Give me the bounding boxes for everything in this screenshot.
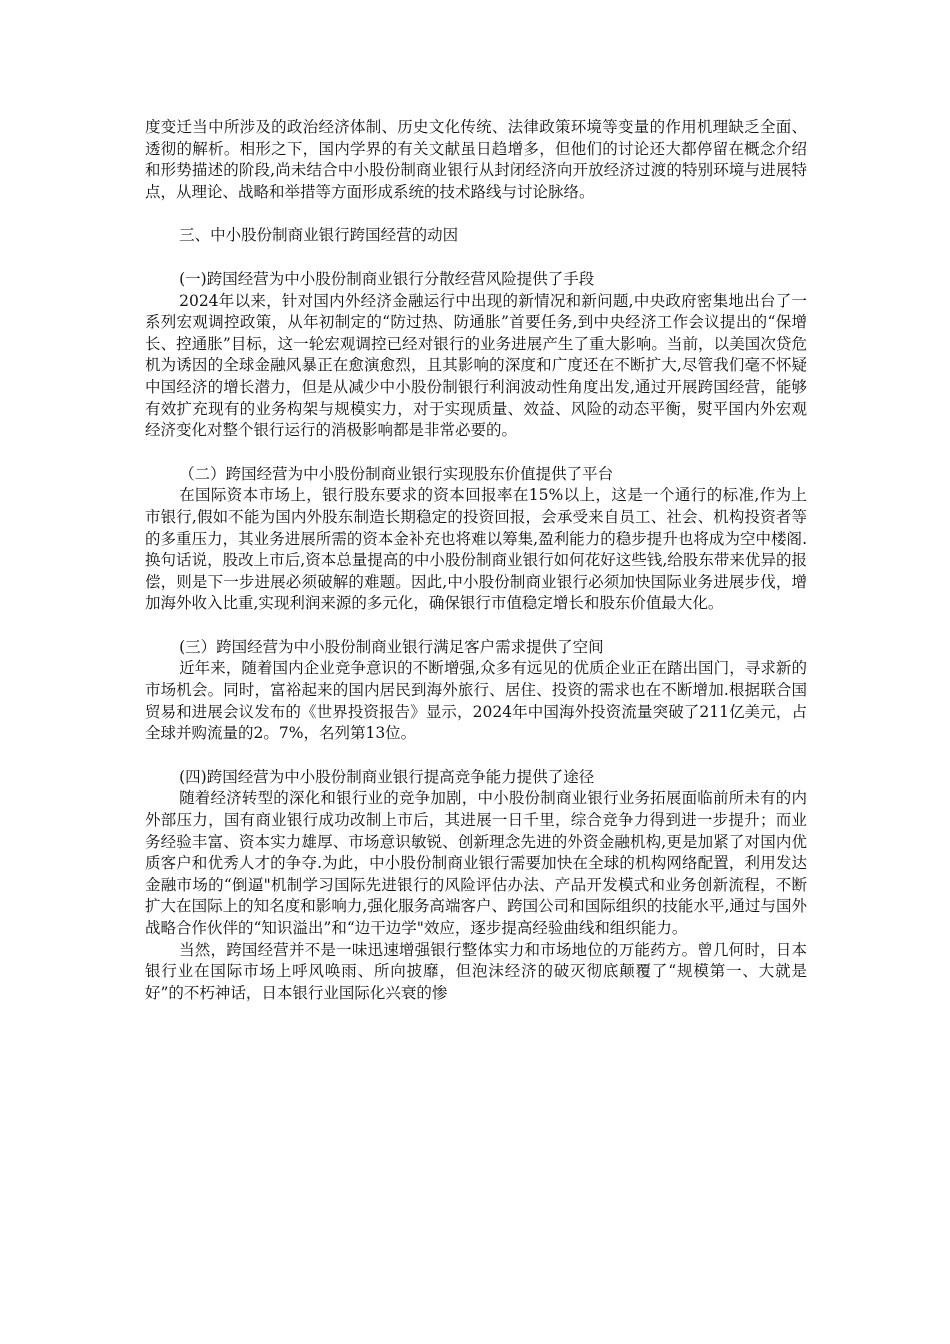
section-title: 三、中小股份制商业银行跨国经营的动因: [179, 226, 459, 245]
spacer: [145, 615, 807, 637]
body-paragraph: 在国际资本市场上，银行股东要求的资本回报率在15%以上，这是一个通行的标准,作为上市银行,假如不能为国内外股东制造长期稳定的投资回报，会承受来自员工、社会、机构投资者等的多重压力，其业务进展所需的资本金补充也将难以筹集,盈利能力的稳步提升也将成为空中楼阁.换句话说，股改上市后,资本总量提高的中小股份制商业银行如何花好这些钱,给股东带来优异的报偿，则是下一步进展必须破解的难题。因此,中小股份制商业银行必须加快国际业务进展步伐，增加海外收入比重,实现利润来源的多元化，确保银行市值稳定增长和股东价值最大化。: [145, 486, 807, 613]
body-paragraph: 近年来，随着国内企业竞争意识的不断增强,众多有远见的优质企业正在踏出国门，寻求新的市场机会。同时，富裕起来的国内居民到海外旅行、居住、投资的需求也在不断增加.根据联合国贸易和进展会议发布的《世界投资报告》显示，2024年中国海外投资流量突破了211亿美元，占全球并购流量的2。7%，名列第13位。: [145, 659, 807, 743]
body-paragraph: 2024年以来，针对国内外经济金融运行中出现的新情况和新问题,中央政府密集地出台了一系列宏观调控政策，从年初制定的“防过热、防通胀”首要任务,到中央经济工作会议提出的“保增长、控通胀”目标，这一轮宏观调控已经对银行的业务进展产生了重大影响。当前，以美国次贷危机为诱因的全球金融风暴正在愈演愈烈，且其影响的深度和广度还在不断扩大,尽管我们毫不怀疑中国经济的增长潜力，但是从减少中小股份制银行利润波动性角度出发,通过开展跨国经营，能够有效扩充现有的业务构架与规模实力，对于实现质量、效益、风险的动态平衡，熨平国内外宏观经济变化对整个银行运行的消极影响都是非常必要的。: [145, 291, 807, 440]
subsection-heading-1: (一)跨国经营为中小股份制商业银行分散经营风险提供了手段: [179, 269, 595, 288]
body-paragraph: 随着经济转型的深化和银行业的竞争加剧，中小股份制商业银行业务拓展面临前所未有的内外部压力，国有商业银行成功改制上市后，其进展一日千里，综合竞争力得到进一步提升；而业务经验丰富、资本实力雄厚、市场意识敏锐、创新理念先进的外资金融机构,更是加紧了对国内优质客户和优秀人才的争夺.为此，中小股份制商业银行需要加快在全球的机构网络配置，利用发达金融市场的“倒逼"机制学习国际先进银行的风险评估办法、产品开发模式和业务创新流程，不断扩大在国际上的知名度和影响力,强化服务高端客户、跨国公司和国际组织的技能水平,通过与国外战略合作伙伴的“知识溢出”和“边干边学"效应，逐步提高经验曲线和组织能力。: [145, 789, 807, 937]
spacer: [145, 442, 807, 464]
subsection-heading-2: （二）跨国经营为中小股份制商业银行实现股东价值提供了平台: [179, 464, 614, 483]
document-body: [145, 117, 807, 1004]
spacer: [145, 203, 807, 225]
subsection-heading-4: (四)跨国经营为中小股份制商业银行提高竞争能力提供了途径: [179, 767, 595, 786]
spacer: [145, 745, 807, 767]
subsection-heading-3: (三）跨国经营为中小股份制商业银行满足客户需求提供了空间: [179, 637, 604, 656]
intro-paragraph: 度变迁当中所涉及的政治经济体制、历史文化传统、法律政策环境等变量的作用机理缺乏全面、透彻的解析。相形之下，国内学界的有关文献虽日趋增多，但他们的讨论还大都停留在概念介绍和形势描述的阶段,尚未结合中小股份制商业银行从封闭经济向开放经济过渡的特别环境与进展特点，从理论、战略和举措等方面形成系统的技术路线与讨论脉络。: [145, 118, 807, 201]
spacer: [145, 247, 807, 269]
body-paragraph: 当然，跨国经营并不是一味迅速增强银行整体实力和市场地位的万能药方。曾几何时，日本银行业在国际市场上呼风唤雨、所向披靡，但泡沫经济的破灭彻底颠覆了“规模第一、大就是好”的不朽神话，日本银行业国际化兴衰的惨: [145, 940, 807, 1002]
